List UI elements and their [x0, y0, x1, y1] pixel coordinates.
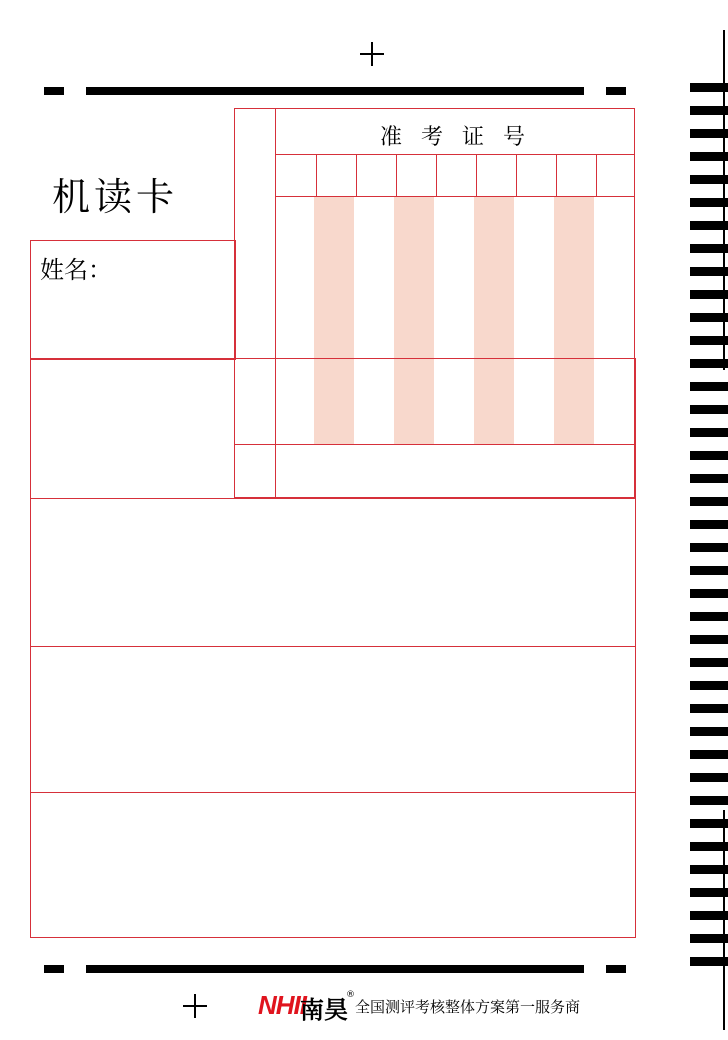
exam-id-label: 准 考 证 号 — [380, 125, 531, 150]
registered-mark: ® — [346, 990, 355, 1000]
timing-mark — [690, 727, 728, 736]
row-divider-2 — [30, 646, 636, 647]
exam-id-col-line — [396, 154, 397, 196]
timing-mark — [690, 635, 728, 644]
timing-mark — [690, 796, 728, 805]
exam-id-col-line — [356, 154, 357, 196]
timing-mark — [690, 474, 728, 483]
timing-mark — [690, 428, 728, 437]
timing-mark — [690, 658, 728, 667]
timing-mark — [690, 382, 728, 391]
brand-logo: NHII — [258, 990, 306, 1020]
timing-mark — [690, 497, 728, 506]
answer-area — [30, 358, 636, 938]
exam-id-col-line — [476, 154, 477, 196]
exam-id-col-line — [316, 154, 317, 196]
top-left-dash — [44, 87, 64, 95]
registration-cross-top — [360, 42, 384, 66]
sheet-title: 机读卡 — [52, 175, 179, 219]
edge-line-top — [723, 30, 725, 370]
bottom-left-dash — [44, 965, 64, 973]
exam-id-col-line — [516, 154, 517, 196]
registration-cross-bottom — [183, 994, 207, 1018]
exam-id-col-line — [596, 154, 597, 196]
exam-id-col-line — [556, 154, 557, 196]
row-divider-3 — [30, 792, 636, 793]
timing-mark — [690, 681, 728, 690]
timing-mark — [690, 704, 728, 713]
brand-name: 南昊 — [300, 996, 348, 1024]
timing-mark — [690, 451, 728, 460]
top-main-bar — [86, 87, 584, 95]
bottom-right-dash — [606, 965, 626, 973]
timing-mark — [690, 750, 728, 759]
edge-line-bottom — [723, 810, 725, 1030]
name-label: 姓名： — [40, 256, 112, 284]
row-divider-1 — [30, 498, 636, 499]
brand-slogan: 全国测评考核整体方案第一服务商 — [355, 998, 581, 1016]
timing-mark — [690, 543, 728, 552]
timing-mark — [690, 566, 728, 575]
timing-mark — [690, 773, 728, 782]
bottom-main-bar — [86, 965, 584, 973]
timing-mark — [690, 405, 728, 414]
timing-mark — [690, 520, 728, 529]
timing-mark — [690, 612, 728, 621]
exam-id-header-line — [275, 154, 635, 155]
top-right-dash — [606, 87, 626, 95]
exam-id-col-line — [436, 154, 437, 196]
timing-mark — [690, 589, 728, 598]
